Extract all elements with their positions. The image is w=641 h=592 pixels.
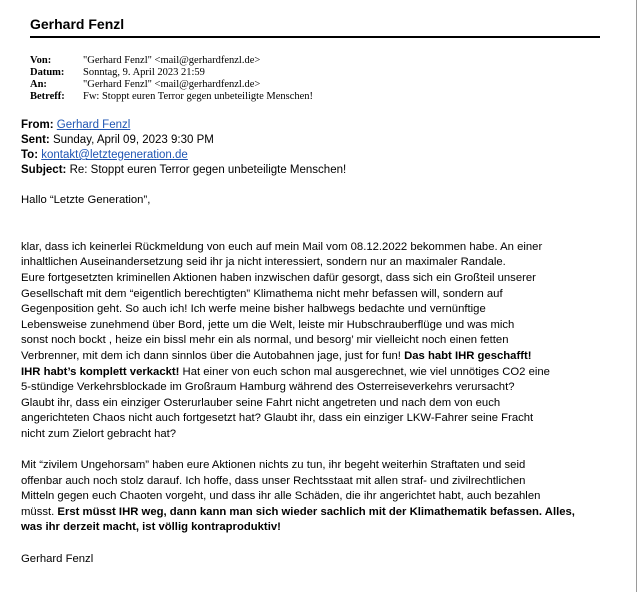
message-body [21,193,621,567]
reply-sent-value: Sunday, April 09, 2023 9:30 PM [52,134,214,146]
paragraph-1-line-2: inhaltlichen Auseinandersetzung seid ihr ja nicht interessiert, sondern nur an maximaler Randale. [21,256,506,269]
reply-subject-label: Subject: [21,164,67,176]
original-subject-value: Fw: Stoppt euren Terror gegen unbeteiligte Menschen! [83,91,314,102]
paragraph-2-line-1: Mit “zivilem Ungehorsam” haben eure Aktionen nichts zu tun, ihr begeht weiterhin Straftaten und seid [21,459,526,472]
original-to-row [30,79,313,91]
original-from-value: "Gerhard Fenzl" <mail@gerhardfenzl.de> [83,55,261,66]
emphasis-erst-muesst-ihr-weg: Erst müsst IHR weg, dann kann man sich wieder sachlich mit der Klimathematik befassen. Alles, [57,505,575,518]
greeting: Hallo “Letzte Generation”, [21,194,151,206]
reply-to-link[interactable]: kontakt@letztegeneration.de [41,149,188,161]
paragraph-1-line-10: 5-stündige Verkehrsblockade im Großraum Hamburg während des Osterreiseverkehrs verursacht? [21,381,515,394]
signature: Gerhard Fenzl [21,552,94,565]
paragraph-1-line-4: Gesellschaft mit dem “eigentlich berechtigten” Klimathema nicht mehr befassen will, sondern auf [21,287,503,300]
paragraph-2-line-3: Mitteln gegen euch Chaoten vorgeht, und dass ihr alle Schäden, die ihr angerichtet habt, auch bezahlen [21,490,541,503]
emphasis-kontraproduktiv: was ihr derzeit macht, ist völlig kontraproduktiv! [21,521,281,534]
paragraph-1-line-13: nicht zum Zielort gebracht hat? [21,427,177,440]
paragraph-1 [21,240,621,443]
reply-subject-value: Re: Stoppt euren Terror gegen unbeteiligte Menschen! [69,164,347,176]
reply-subject-row [21,163,346,178]
paragraph-1-line-9-text: Hat einer von euch schon mal ausgerechnet, wie viel unnötiges CO2 eine [179,365,550,378]
original-to-value: "Gerhard Fenzl" <mail@gerhardfenzl.de> [83,79,261,90]
emphasis-komplett-verkackt: IHR habt’s komplett verkackt! [21,365,180,378]
paragraph-1-line-8-text: Verbrenner, mit dem ich dann sinnlos über die Autobahnen jage, just for fun! [21,349,405,362]
paragraph-1-line-8 [21,349,621,365]
reply-to-row [21,148,346,163]
paragraph-2 [21,458,621,536]
original-from-label: Von: [30,55,52,66]
title-divider [30,36,600,38]
original-date-label: Datum: [30,67,65,78]
original-from-row [30,55,313,67]
original-message-header [30,55,313,103]
paragraph-1-line-5: Gegenposition geht. So auch ich! Ich werfe meine bisher halbwegs bedachte und vernünftige [21,303,486,316]
paragraph-2-line-4 [21,505,621,521]
reply-from-row [21,118,346,133]
original-to-label: An: [30,79,47,90]
paragraph-2-line-2: offenbar auch noch stolz darauf. Ich hoffe, dass unser Rechtsstaat mit allen straf- und zivilrechtlichen [21,474,526,487]
original-subject-row [30,91,313,103]
paragraph-1-line-6: Lebensweise zunehmend über Bord, jette um die Welt, leiste mir Hubschrauberflüge und was mich [21,318,515,331]
reply-from-label: From: [21,119,54,131]
reply-from-link[interactable]: Gerhard Fenzl [56,119,131,131]
paragraph-2-line-5 [21,520,621,536]
reply-sent-label: Sent: [21,134,50,146]
paragraph-1-line-7: sonst noch bockt , heize ein bissl mehr ein als normal, und besorg’ mir vielleicht noch einen fetten [21,334,509,347]
paragraph-1-line-9 [21,365,621,381]
paragraph-1-line-1: klar, dass ich keinerlei Rückmeldung von euch auf mein Mail vom 08.12.2022 bekommen habe. An einer [21,240,543,253]
window-edge-divider [636,0,637,592]
paragraph-1-line-3: Eure fortgesetzten kriminellen Aktionen haben inzwischen dafür gesorgt, dass sich ein Großteil unserer [21,271,536,284]
original-subject-label: Betreff: [30,91,65,102]
paragraph-2-line-4-text: müsst. [21,505,58,518]
paragraph-1-line-11: Glaubt ihr, dass ein einziger Osterurlauber seine Fahrt nicht angetreten und nach dem von euch [21,396,501,409]
reply-sent-row [21,133,346,148]
reply-message-header [21,118,346,178]
original-date-value: Sonntag, 9. April 2023 21:59 [83,67,205,78]
paragraph-1-line-12: angerichteten Chaos nicht auch fortgesetzt hat? Glaubt ihr, dass ein einziger LKW-Fahrer seine Fracht [21,412,534,425]
sender-title: Gerhard Fenzl [30,16,125,32]
emphasis-das-habt-ihr-geschafft: Das habt IHR geschafft! [404,349,532,362]
reply-to-label: To: [21,149,39,161]
original-date-row [30,67,313,79]
